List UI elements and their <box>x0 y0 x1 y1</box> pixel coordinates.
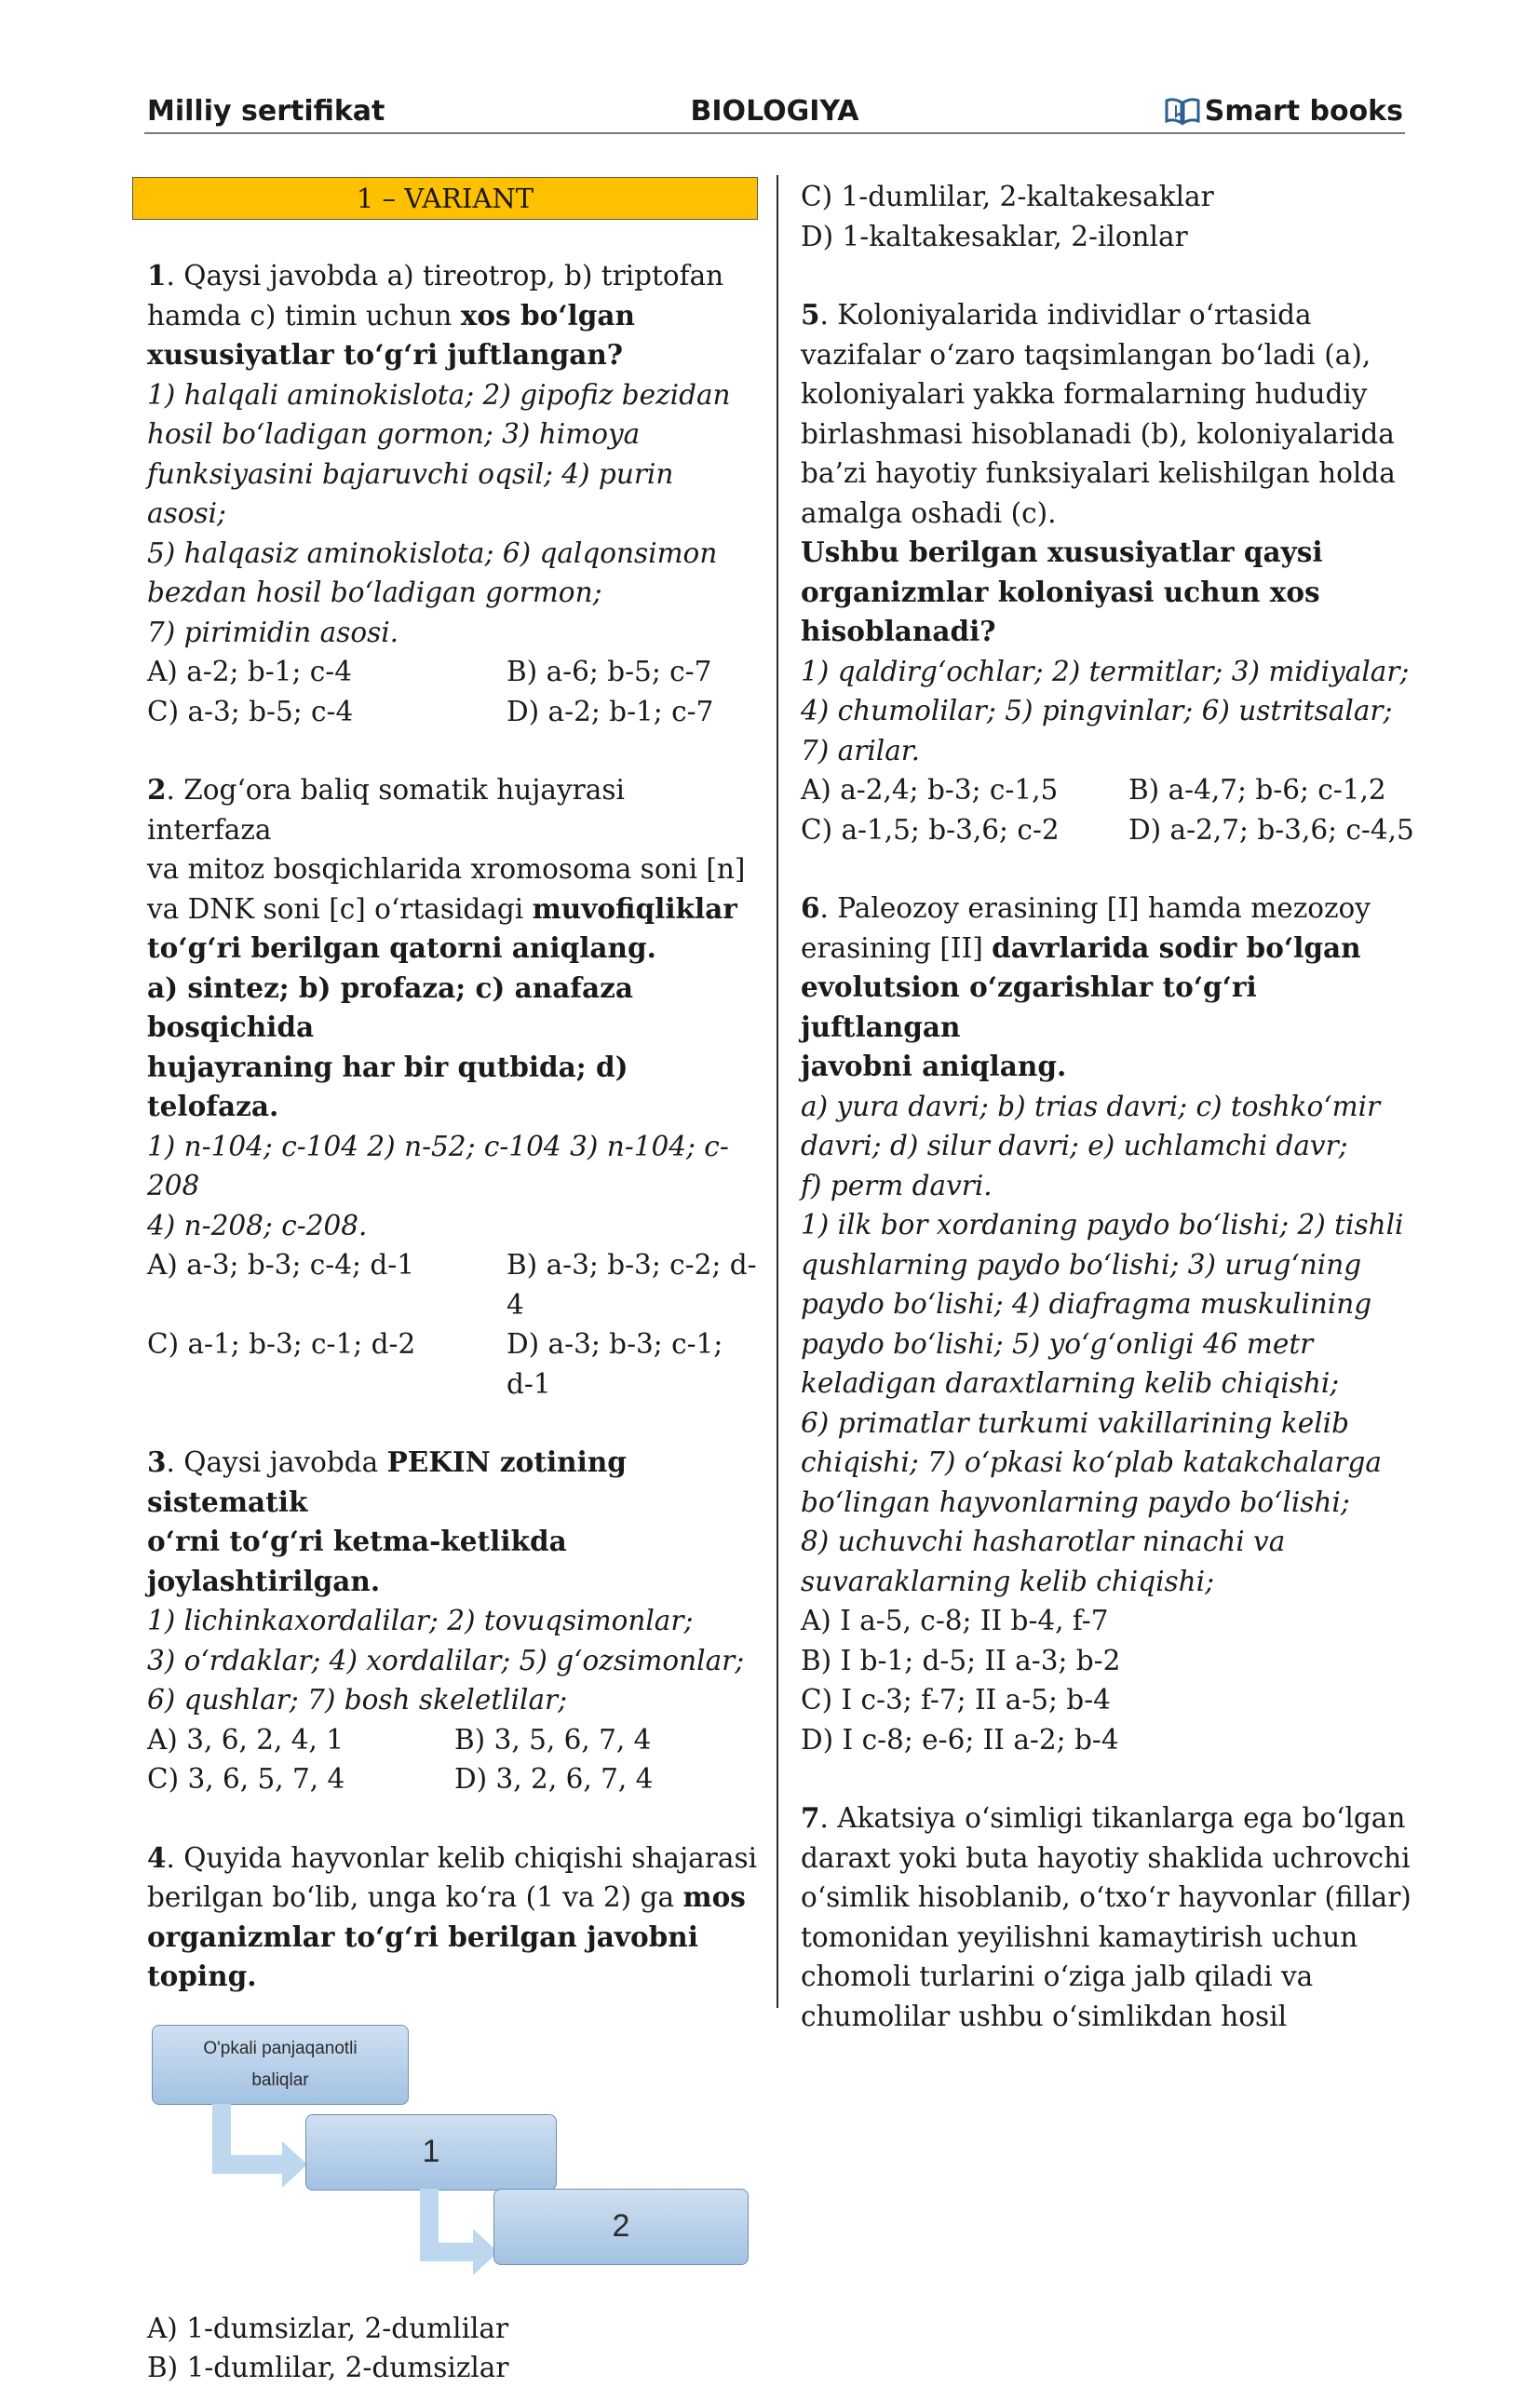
diagram-box-1: 1 <box>305 2114 557 2191</box>
q4-option-c[interactable]: C) 1-dumlilar, 2-kaltakesaklar <box>801 181 1214 212</box>
q3-stem-line: . Qaysi javobda <box>166 1446 387 1478</box>
variant-title: 1 – VARIANT <box>132 177 758 220</box>
q2-number: 2 <box>147 773 167 806</box>
q3-stem-bold: o‘rni to‘g‘ri ketma-ketlikda joylashtirilgan. <box>147 1525 567 1597</box>
q7-stem-line: chomoli turlarini o‘ziga jalb qiladi va <box>801 1961 1314 1992</box>
right-column <box>801 177 1415 2036</box>
column-divider <box>777 175 778 2008</box>
q4-number: 4 <box>147 1840 167 1874</box>
q1-option-a[interactable]: A) a-2; b-1; c-4 <box>147 656 353 687</box>
q6-item-line: paydo bo‘lishi; 5) yo‘g‘onligi 46 metr <box>801 1327 1314 1360</box>
q2-option-a[interactable]: A) a-3; b-3; c-4; d-1 <box>147 1249 414 1281</box>
q4-option-d[interactable]: D) 1-kaltakesaklar, 2-ilonlar <box>801 220 1188 252</box>
q4-stem-line: . Quyida hayvonlar kelib chiqishi shajarasi <box>166 1841 758 1874</box>
book-icon <box>1164 96 1201 128</box>
q2-option-d[interactable]: D) a-3; b-3; c-1; d-1 <box>507 1328 723 1400</box>
q2-item-line: 1) n-104; c-104 2) n-52; c-104 3) n-104; c-208 <box>147 1130 729 1201</box>
q6-stem-line: . Paleozoy erasining [I] hamda mezozoy <box>819 892 1371 924</box>
q6-item-line: keladigan daraxtlarning kelib chiqishi; <box>801 1367 1340 1399</box>
question-7 <box>801 1798 1415 2036</box>
q1-item-line: 5) halqasiz aminokislota; 6) qalqonsimon <box>147 536 718 569</box>
q7-stem-line: daraxt yoki buta hayotiy shaklida uchrovchi <box>801 1841 1411 1874</box>
q7-number: 7 <box>801 1801 820 1834</box>
q6-item-line: davri; d) silur davri; e) uchlamchi davr; <box>801 1130 1348 1161</box>
q2-stem-line: va mitoz bosqichlarida xromosoma soni [n] <box>147 853 746 885</box>
q6-stem-bold: evolutsion o‘zgarishlar to‘g‘ri juftlangan <box>801 970 1257 1043</box>
q3-option-b[interactable]: B) 3, 5, 6, 7, 4 <box>454 1723 652 1756</box>
q5-option-d[interactable]: D) a-2,7; b-3,6; c-4,5 <box>1128 813 1414 846</box>
q3-number: 3 <box>147 1445 167 1478</box>
q1-number: 1 <box>147 259 167 292</box>
question-4 <box>147 1838 757 2388</box>
q2-stem-bold: a) sintez; b) profaza; c) anafaza bosqichida <box>147 970 633 1043</box>
q6-stem-bold: davrlarida sodir bo‘lgan <box>992 930 1361 964</box>
q7-stem-line: o‘simlik hisoblanib, o‘txo‘r hayvonlar (fillar) <box>801 1881 1412 1913</box>
q6-item-line: 1) ilk bor xordaning paydo bo‘lishi; 2) tishli <box>801 1209 1404 1241</box>
q1-item-line: 1) halqali aminokislota; 2) gipofiz bezidan <box>147 378 731 411</box>
q6-option-b[interactable]: B) I b-1; d-5; II a-3; b-2 <box>801 1644 1121 1676</box>
q4-option-b[interactable]: B) 1-dumlilar, 2-dumsizlar <box>147 2352 509 2383</box>
q2-stem-line: . Zog‘ora baliq somatik hujayrasi interfaza <box>147 774 625 846</box>
q6-item-line: suvaraklarning kelib chiqishi; <box>801 1565 1215 1597</box>
q1-item-line: funksiyasini bajaruvchi oqsil; 4) purin asosi; <box>147 457 674 529</box>
q1-item-line: hosil bo‘ladigan gormon; 3) himoya <box>147 418 641 450</box>
q5-stem-line: birlashmasi hisoblanadi (b), koloniyalarida <box>801 417 1395 450</box>
question-1 <box>147 256 757 731</box>
question-3 <box>147 1443 757 1799</box>
header-left-title: Milliy sertifikat <box>147 95 385 128</box>
question-5 <box>801 295 1415 849</box>
q5-item-line: 1) qaldirg‘ochlar; 2) termitlar; 3) midiyalar; <box>801 655 1410 687</box>
q5-option-b[interactable]: B) a-4,7; b-6; c-1,2 <box>1128 774 1386 806</box>
q6-number: 6 <box>801 891 820 924</box>
q7-stem-line: tomonidan yeyilishni kamaytirish uchun <box>801 1920 1358 1953</box>
q5-stem-line: vazifalar o‘zaro taqsimlangan bo‘ladi (a), <box>801 338 1371 371</box>
q5-stem-bold: Ushbu berilgan xususiyatlar qaysi <box>801 536 1323 568</box>
q6-item-line: paydo bo‘lishi; 4) diafragma muskulining <box>801 1288 1372 1320</box>
header-brand <box>1164 95 1403 128</box>
q5-number: 5 <box>801 298 820 331</box>
q6-item-line: 8) uchuvchi hasharotlar ninachi va <box>801 1526 1286 1557</box>
q2-stem-bold: to‘g‘ri berilgan qatorni aniqlang. <box>147 931 656 964</box>
q2-option-b[interactable]: B) a-3; b-3; c-2; d-4 <box>507 1249 757 1321</box>
q1-stem-bold: xos bo‘lgan <box>460 298 635 332</box>
q1-item-line: bezdan hosil bo‘ladigan gormon; <box>147 577 602 608</box>
q5-stem-line: ba’zi hayotiy funksiyalari kelishilgan holda <box>801 457 1396 489</box>
q6-stem-line: erasining [II] <box>801 931 993 964</box>
q2-stem-bold: hujayraning har bir qutbida; d) telofaza. <box>147 1050 628 1122</box>
q5-stem-line: . Koloniyalarida individlar o‘rtasida <box>819 299 1312 331</box>
q6-option-c[interactable]: C) I c-3; f-7; II a-5; b-4 <box>801 1684 1111 1716</box>
q7-stem-line: . Akatsiya o‘simligi tikanlarga ega bo‘lgan <box>819 1802 1406 1834</box>
q5-stem-bold: hisoblanadi? <box>801 615 996 647</box>
q1-option-c[interactable]: C) a-3; b-5; c-4 <box>147 695 354 727</box>
q1-stem-line: hamda c) timin uchun <box>147 299 461 332</box>
diagram-box-text: O'pkali panjaqanotli <box>203 2038 358 2058</box>
phylogeny-diagram <box>147 2025 762 2309</box>
q4-stem-bold: organizmlar to‘g‘ri berilgan javobni toping. <box>147 1920 698 1992</box>
q2-stem-bold: muvofiqliklar <box>532 891 737 925</box>
q5-item-line: 7) arilar. <box>801 734 921 767</box>
left-column <box>147 177 757 2388</box>
q1-item-line: 7) pirimidin asosi. <box>147 616 399 648</box>
header-subject: BIOLOGIYA <box>690 95 859 128</box>
q2-item-line: 4) n-208; c-208. <box>147 1209 368 1241</box>
question-2 <box>147 770 757 1404</box>
q1-stem-bold: xususiyatlar to‘g‘ri juftlangan? <box>147 338 624 371</box>
q6-item-line: bo‘lingan hayvonlarning paydo bo‘lishi; <box>801 1486 1350 1518</box>
q3-stem-bold: PEKIN zotining sistematik <box>147 1445 627 1518</box>
page-header <box>144 89 1405 134</box>
q4-option-a[interactable]: A) 1-dumsizlar, 2-dumlilar <box>147 2312 509 2344</box>
q4-stem-bold: mos <box>682 1880 746 1913</box>
q5-item-line: 4) chumolilar; 5) pingvinlar; 6) ustritsalar; <box>801 695 1393 726</box>
q2-option-c[interactable]: C) a-1; b-3; c-1; d-2 <box>147 1328 416 1360</box>
q6-item-line: 6) primatlar turkumi vakillarining kelib <box>801 1406 1349 1439</box>
q6-item-line: a) yura davri; b) trias davri; c) toshko‘mir <box>801 1090 1381 1122</box>
diagram-box-lobe-finned-fishes <box>152 2025 409 2105</box>
q5-option-c[interactable]: C) a-1,5; b-3,6; c-2 <box>801 813 1060 846</box>
q3-option-d[interactable]: D) 3, 2, 6, 7, 4 <box>454 1763 654 1795</box>
header-brand-label: Smart books <box>1204 95 1403 128</box>
q6-item-line: f) perm davri. <box>801 1169 993 1201</box>
q3-item-line: 1) lichinkaxordalilar; 2) tovuqsimonlar; <box>147 1605 694 1636</box>
q7-stem-line: chumolilar ushbu o‘simlikdan hosil <box>801 2000 1288 2032</box>
q3-option-c[interactable]: C) 3, 6, 5, 7, 4 <box>147 1763 345 1795</box>
q6-item-line: qushlarning paydo bo‘lishi; 3) urug‘ning <box>801 1248 1362 1281</box>
q4-stem-line: berilgan bo‘lib, unga ko‘ra (1 va 2) ga <box>147 1881 683 1913</box>
q3-option-a[interactable]: A) 3, 6, 2, 4, 1 <box>147 1723 344 1756</box>
q5-option-a[interactable]: A) a-2,4; b-3; c-1,5 <box>801 774 1059 806</box>
q5-stem-line: amalga oshadi (c). <box>801 496 1057 529</box>
q6-option-d[interactable]: D) I c-8; e-6; II a-2; b-4 <box>801 1723 1119 1756</box>
diagram-box-text: baliqlar <box>251 2069 309 2090</box>
q2-stem-line: va DNK soni [c] o‘rtasidagi <box>147 892 533 925</box>
q3-item-line: 3) o‘rdaklar; 4) xordalilar; 5) g‘ozsimonlar; <box>147 1644 745 1676</box>
diagram-box-2: 2 <box>493 2189 749 2265</box>
q3-item-line: 6) qushlar; 7) bosh skeletlilar; <box>147 1684 568 1716</box>
q6-stem-bold: javobni aniqlang. <box>801 1050 1067 1082</box>
diagram-arrow-2 <box>412 2189 506 2282</box>
q5-stem-bold: organizmlar koloniyasi uchun xos <box>801 575 1320 608</box>
q1-option-b[interactable]: B) a-6; b-5; c-7 <box>507 656 712 687</box>
q6-item-line: chiqishi; 7) o‘pkasi ko‘plab katakchalarga <box>801 1446 1382 1478</box>
q5-stem-line: koloniyalari yakka formalarning hududiy <box>801 378 1368 410</box>
q6-option-a[interactable]: A) I a-5, c-8; II b-4, f-7 <box>801 1605 1109 1636</box>
q1-option-d[interactable]: D) a-2; b-1; c-7 <box>507 695 714 727</box>
q1-stem-line: . Qaysi javobda a) tireotrop, b) triptofan <box>166 260 724 292</box>
diagram-arrow-1 <box>203 2104 315 2192</box>
question-6 <box>801 889 1415 1759</box>
